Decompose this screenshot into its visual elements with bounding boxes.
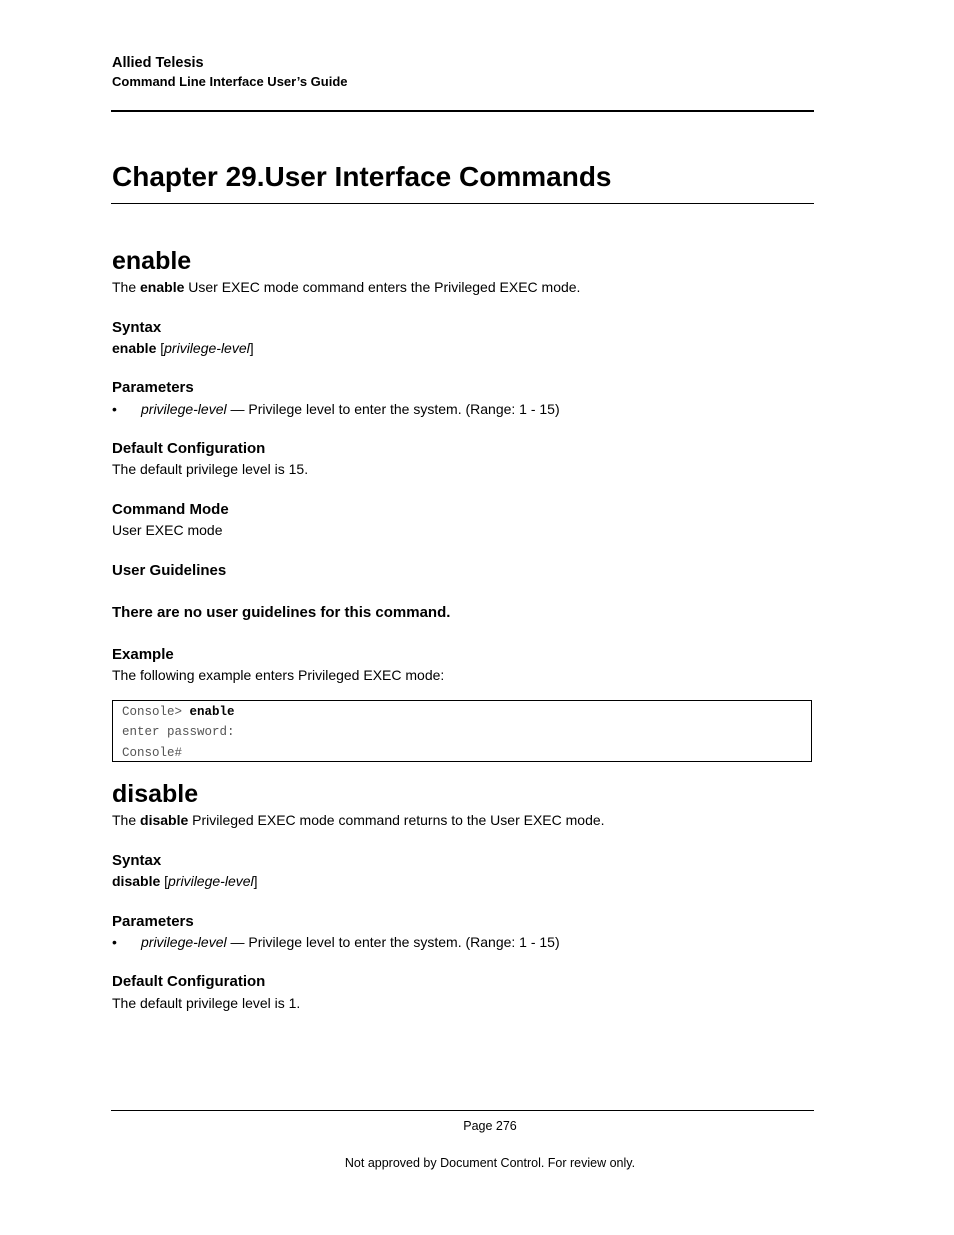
enable-example-heading: Example — [112, 646, 174, 663]
disable-intro: The disable Privileged EXEC mode command returns to the User EXEC mode. — [112, 812, 605, 828]
bullet: • — [112, 934, 117, 950]
chapter-divider — [111, 203, 814, 204]
enable-parameter-item: • privilege-level — Privilege level to enter the system. (Range: 1 - 15) — [112, 401, 560, 417]
code-line-2: enter password: — [122, 725, 235, 739]
code-line-1: Console> enable — [122, 705, 235, 719]
enable-syntax: enable [privilege-level] — [112, 340, 254, 356]
enable-mode-heading: Command Mode — [112, 501, 229, 518]
enable-guidelines-heading: User Guidelines — [112, 562, 227, 579]
chapter-title: Chapter 29.User Interface Commands — [112, 161, 612, 192]
page-number: Page 276 — [463, 1119, 517, 1133]
enable-parameters-heading: Parameters — [112, 379, 194, 396]
enable-syntax-heading: Syntax — [112, 319, 162, 336]
enable-mode-text: User EXEC mode — [112, 522, 223, 538]
disable-title: disable — [112, 780, 199, 808]
enable-default-text: The default privilege level is 15. — [112, 461, 309, 477]
footer-divider — [111, 1110, 814, 1111]
enable-guidelines-text: There are no user guidelines for this command. — [112, 604, 451, 621]
disable-parameter-item: • privilege-level — Privilege level to enter the system. (Range: 1 - 15) — [112, 934, 560, 950]
disable-default-text: The default privilege level is 1. — [112, 995, 301, 1011]
header-guide-title: Command Line Interface User’s Guide — [112, 74, 348, 89]
disable-syntax: disable [privilege-level] — [112, 873, 258, 889]
enable-title: enable — [112, 247, 192, 275]
code-line-3: Console# — [122, 746, 183, 760]
enable-intro: The enable User EXEC mode command enters the Privileged EXEC mode. — [112, 279, 581, 295]
review-notice: Not approved by Document Control. For review only. — [344, 1156, 636, 1170]
disable-default-heading: Default Configuration — [112, 973, 266, 990]
code-example — [112, 700, 812, 762]
enable-example-text: The following example enters Privileged EXEC mode: — [112, 667, 445, 683]
disable-parameters-heading: Parameters — [112, 913, 194, 930]
disable-syntax-heading: Syntax — [112, 852, 162, 869]
header-company: Allied Telesis — [112, 55, 204, 71]
header-divider — [111, 110, 814, 112]
bullet: • — [112, 401, 117, 417]
enable-default-heading: Default Configuration — [112, 440, 266, 457]
